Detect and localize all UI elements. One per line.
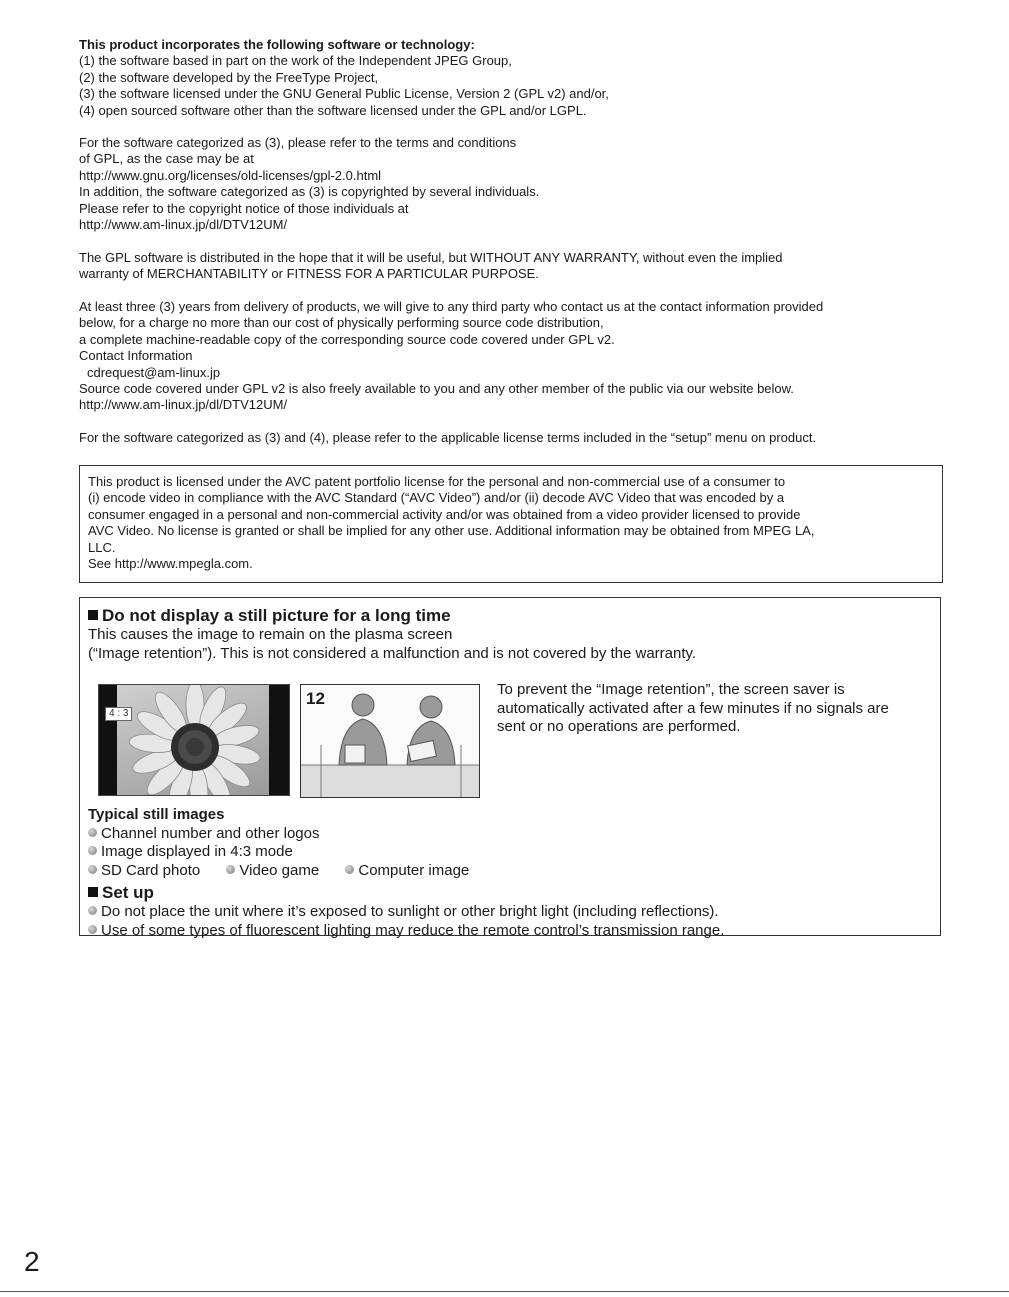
still-picture-notice-box (79, 597, 941, 939)
still-picture-desc: (“Image retention”). This is not considered a malfunction and is not covered by the warranty. (88, 644, 697, 662)
typical-item: Channel number and other logos (88, 825, 469, 844)
typical-item: Video game (239, 861, 320, 879)
warranty-line: The GPL software is distributed in the hope that it will be useful, but WITHOUT ANY WARRANTY, without even the implied (79, 250, 783, 265)
square-bullet-icon (88, 610, 98, 620)
setup-section (88, 883, 724, 940)
software-item: (4) open sourced software other than the software licensed under the GPL and/or LGPL. (79, 102, 587, 118)
contact-email: cdrequest@am-linux.jp (87, 364, 221, 380)
source-code-offer (79, 299, 939, 414)
source-code-url: http://www.am-linux.jp/dl/DTV12UM/ (79, 397, 288, 413)
page-number: 2 (24, 1246, 40, 1277)
avc-line: LLC. (88, 539, 116, 555)
software-item: (3) the software licensed under the GNU General Public License, Version 2 (GPL v2) and/or, (79, 86, 609, 102)
setup-item: Do not place the unit where it’s exposed to sunlight or other bright light (including reflections). (88, 903, 724, 922)
avc-mpegla-url: See http://www.mpegla.com. (88, 556, 253, 572)
avc-line: AVC Video. No license is granted or shall be implied for any other use. Additional information may be obtained from MPEG LA, (88, 523, 815, 539)
still-picture-heading (88, 606, 938, 626)
typical-item: SD Card photo (101, 861, 201, 879)
gpl-terms-line: Please refer to the copyright notice of those individuals at (79, 200, 409, 216)
avc-line: (i) encode video in compliance with the AVC Standard (“AVC Video”) and/or (ii) decode AVC Video that was encoded by a (88, 490, 785, 506)
screen-saver-line: sent or no operations are performed. (497, 718, 741, 735)
channel-logo-image (300, 684, 480, 798)
software-intro (79, 37, 939, 119)
gpl-terms (79, 135, 939, 233)
warranty-line: warranty of MERCHANTABILITY or FITNESS FOR A PARTICULAR PURPOSE. (79, 266, 539, 282)
channel-number: 12 (306, 689, 325, 708)
source-offer-line: At least three (3) years from delivery of products, we will give to any third party who contact us at the contact information provided (79, 299, 824, 314)
copyright-url: http://www.am-linux.jp/dl/DTV12UM/ (79, 217, 288, 233)
gpl-terms-line: of GPL, as the case may be at (79, 151, 254, 167)
round-bullet-icon (88, 846, 97, 855)
sunflower-picture (117, 685, 269, 795)
avc-line: This product is licensed under the AVC patent portfolio license for the personal and non-commercial use of a consumer to (88, 474, 786, 489)
avc-line: consumer engaged in a personal and non-commercial activity and/or was obtained from a video provider licensed to provide (88, 506, 801, 522)
gpl-terms-line: For the software categorized as (3), please refer to the terms and conditions (79, 135, 517, 150)
round-bullet-icon (226, 865, 235, 874)
news-anchors-icon (301, 685, 479, 797)
sunflower-4-3-image (98, 684, 290, 796)
sunflower-icon (117, 685, 269, 795)
round-bullet-icon (88, 865, 97, 874)
typical-item-row (88, 862, 469, 881)
source-offer-line: Source code covered under GPL v2 is also freely available to you and any other member of the public via our website below. (79, 381, 794, 397)
typical-item: Image displayed in 4:3 mode (88, 843, 469, 862)
screen-saver-line: To prevent the “Image retention”, the screen saver is (497, 681, 845, 698)
round-bullet-icon (88, 925, 97, 934)
warranty-disclaimer (79, 250, 939, 283)
source-offer-line: a complete machine-readable copy of the corresponding source code covered under GPL v2. (79, 331, 615, 347)
still-picture-desc: This causes the image to remain on the plasma screen (88, 626, 453, 643)
source-offer-line: below, for a charge no more than our cost of physically performing source code distribution, (79, 315, 604, 331)
software-item: (2) the software developed by the FreeType Project, (79, 69, 379, 85)
screen-saver-note (497, 681, 937, 737)
round-bullet-icon (88, 906, 97, 915)
software-item: (1) the software based in part on the work of the Independent JPEG Group, (79, 53, 512, 69)
gpl-terms-line: In addition, the software categorized as (3) is copyrighted by several individuals. (79, 184, 540, 200)
round-bullet-icon (345, 865, 354, 874)
other-licenses (79, 430, 939, 446)
bottom-divider (0, 1291, 1009, 1292)
gpl-license-url: http://www.gnu.org/licenses/old-licenses/gpl-2.0.html (79, 167, 382, 183)
typical-item: Computer image (358, 861, 470, 879)
typical-heading: Typical still images (88, 806, 225, 823)
avc-license-box (79, 465, 943, 583)
contact-info-label: Contact Information (79, 348, 193, 364)
square-bullet-icon (88, 887, 98, 897)
typical-still-images (88, 806, 469, 880)
setup-heading (88, 883, 724, 903)
software-intro-heading: This product incorporates the following software or technology: (79, 37, 475, 52)
round-bullet-icon (88, 828, 97, 837)
other-licenses-text: For the software categorized as (3) and (4), please refer to the applicable license terms included in the “setup” menu on product. (79, 430, 817, 445)
screen-saver-line: automatically activated after a few minutes if no signals are (497, 699, 889, 717)
setup-heading-text: Set up (102, 883, 154, 902)
aspect-ratio-label: 4 : 3 (105, 707, 132, 721)
setup-item: Use of some types of fluorescent lighting may reduce the remote control’s transmission range. (88, 922, 724, 941)
still-picture-heading-text: Do not display a still picture for a long time (102, 606, 451, 625)
